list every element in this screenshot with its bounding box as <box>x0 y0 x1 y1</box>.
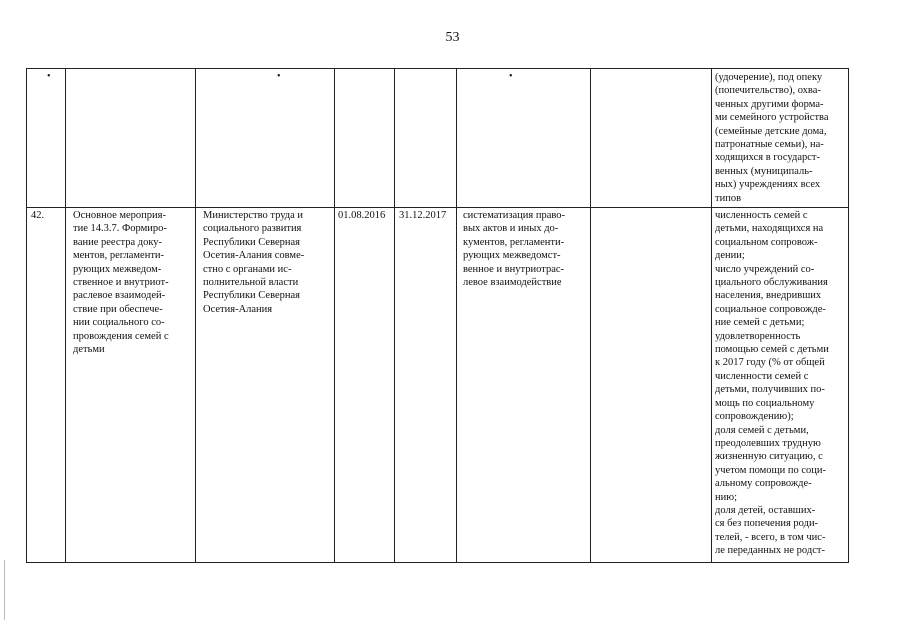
text-line: вание реестра доку- <box>73 236 163 248</box>
text-line: раслевое взаимодей- <box>73 290 166 302</box>
scan-dot: • <box>509 71 513 82</box>
column-divider <box>711 69 712 562</box>
text-line: альному сопровожде- <box>715 478 812 490</box>
text-line: венных (муниципаль- <box>715 165 813 177</box>
text-line: доля семей с детьми, <box>715 424 809 436</box>
column-divider <box>394 69 395 562</box>
text-line: Республики Северная <box>203 290 301 302</box>
text-line: ных) учреждениях всех <box>715 179 821 191</box>
text-line: левое взаимодействие <box>463 277 562 289</box>
text-line: помощью семей с детьми <box>715 344 829 356</box>
continuation-indicators-cell <box>715 71 847 205</box>
column-divider <box>590 69 591 562</box>
text-line: вых актов и иных до- <box>463 223 559 235</box>
text-line: число учреждений со- <box>715 263 815 275</box>
executor-cell <box>203 209 333 316</box>
text-line: численность семей с <box>715 210 808 221</box>
row-number: 42. <box>31 210 45 221</box>
text-line: тие 14.3.7. Формиро- <box>73 223 167 235</box>
scan-dot: • <box>277 71 281 82</box>
text-line: нии социального со- <box>73 317 165 329</box>
column-divider <box>65 69 66 562</box>
text-line: численности семей с <box>715 370 809 382</box>
text-line: систематизация право- <box>463 210 566 221</box>
text-line: социальное сопровожде- <box>715 303 826 315</box>
text-line: телей, - всего, в том чис- <box>715 531 826 543</box>
text-line: удовлетворенность <box>715 330 801 342</box>
text-line: (семейные детские дома, <box>715 125 827 137</box>
column-divider <box>456 69 457 562</box>
end-date-cell <box>399 209 456 222</box>
column-divider <box>195 69 196 562</box>
text-line: стно с органами ис- <box>203 263 292 275</box>
scan-artifact <box>4 560 5 620</box>
text-line: социальном сопровож- <box>715 236 818 248</box>
text-line: венное и внутриотрас- <box>463 263 565 275</box>
column-divider <box>334 69 335 562</box>
text-line: детьми, находящихся на <box>715 223 824 235</box>
text-line: ственное и внутриот- <box>73 277 169 289</box>
row-divider <box>27 207 848 208</box>
text-line: ле переданных не родст- <box>715 545 825 557</box>
text-line: рующих межведом- <box>73 263 162 275</box>
text-line: ствие при обеспече- <box>73 303 163 315</box>
result-cell <box>463 209 589 289</box>
row-number-cell <box>31 209 63 222</box>
text-line: сопровождению); <box>715 411 794 423</box>
text-line: преодолевших трудную <box>715 437 821 449</box>
text-line: дении; <box>715 250 745 262</box>
text-line: ся без попечения роди- <box>715 518 819 530</box>
text-line: типов <box>715 192 742 204</box>
text-line: кументов, регламенти- <box>463 236 565 248</box>
text-line: к 2017 году (% от общей <box>715 357 825 369</box>
page-number: 53 <box>445 30 460 45</box>
text-line: Республики Северная <box>203 236 301 248</box>
event-cell <box>73 209 193 356</box>
text-line: Министерство труда и <box>203 210 304 221</box>
text-line: ментов, регламенти- <box>73 250 165 262</box>
text-line: (попечительство), охва- <box>715 85 821 97</box>
text-line: патронатные семьи), на- <box>715 139 824 151</box>
start-date: 01.08.2016 <box>338 210 386 221</box>
text-line: циального обслуживания <box>715 277 828 289</box>
text-line: мощь по социальному <box>715 397 815 409</box>
scan-dot: • <box>47 71 51 82</box>
text-line: социального развития <box>203 223 302 235</box>
text-line: Осетия-Алания совме- <box>203 250 305 262</box>
text-line: жизненную ситуацию, с <box>715 451 823 463</box>
indicators-cell <box>715 209 849 563</box>
text-line: детьми, получивших по- <box>715 384 825 396</box>
text-line: ние семей с детьми; <box>715 317 805 329</box>
end-date: 31.12.2017 <box>399 210 447 221</box>
text-line: Основное мероприя- <box>73 210 166 221</box>
text-line: Осетия-Алания <box>203 303 273 315</box>
program-table <box>26 68 849 563</box>
text-line: ми семейного устройства <box>715 112 829 124</box>
start-date-cell <box>338 209 394 222</box>
text-line: полнительной власти <box>203 277 299 289</box>
text-line: (удочерение), под опеку <box>715 72 823 83</box>
text-line: учетом помощи по соци- <box>715 464 826 476</box>
text-line: ченных другими форма- <box>715 98 824 110</box>
text-line: рующих межведомст- <box>463 250 561 262</box>
text-line: доля детей, оставших- <box>715 504 816 516</box>
text-line: детьми <box>73 344 105 356</box>
text-line: ходящихся в государст- <box>715 152 820 164</box>
text-line: провождения семей с <box>73 330 169 342</box>
text-line: населения, внедривших <box>715 290 822 302</box>
text-line: нию; <box>715 491 737 503</box>
